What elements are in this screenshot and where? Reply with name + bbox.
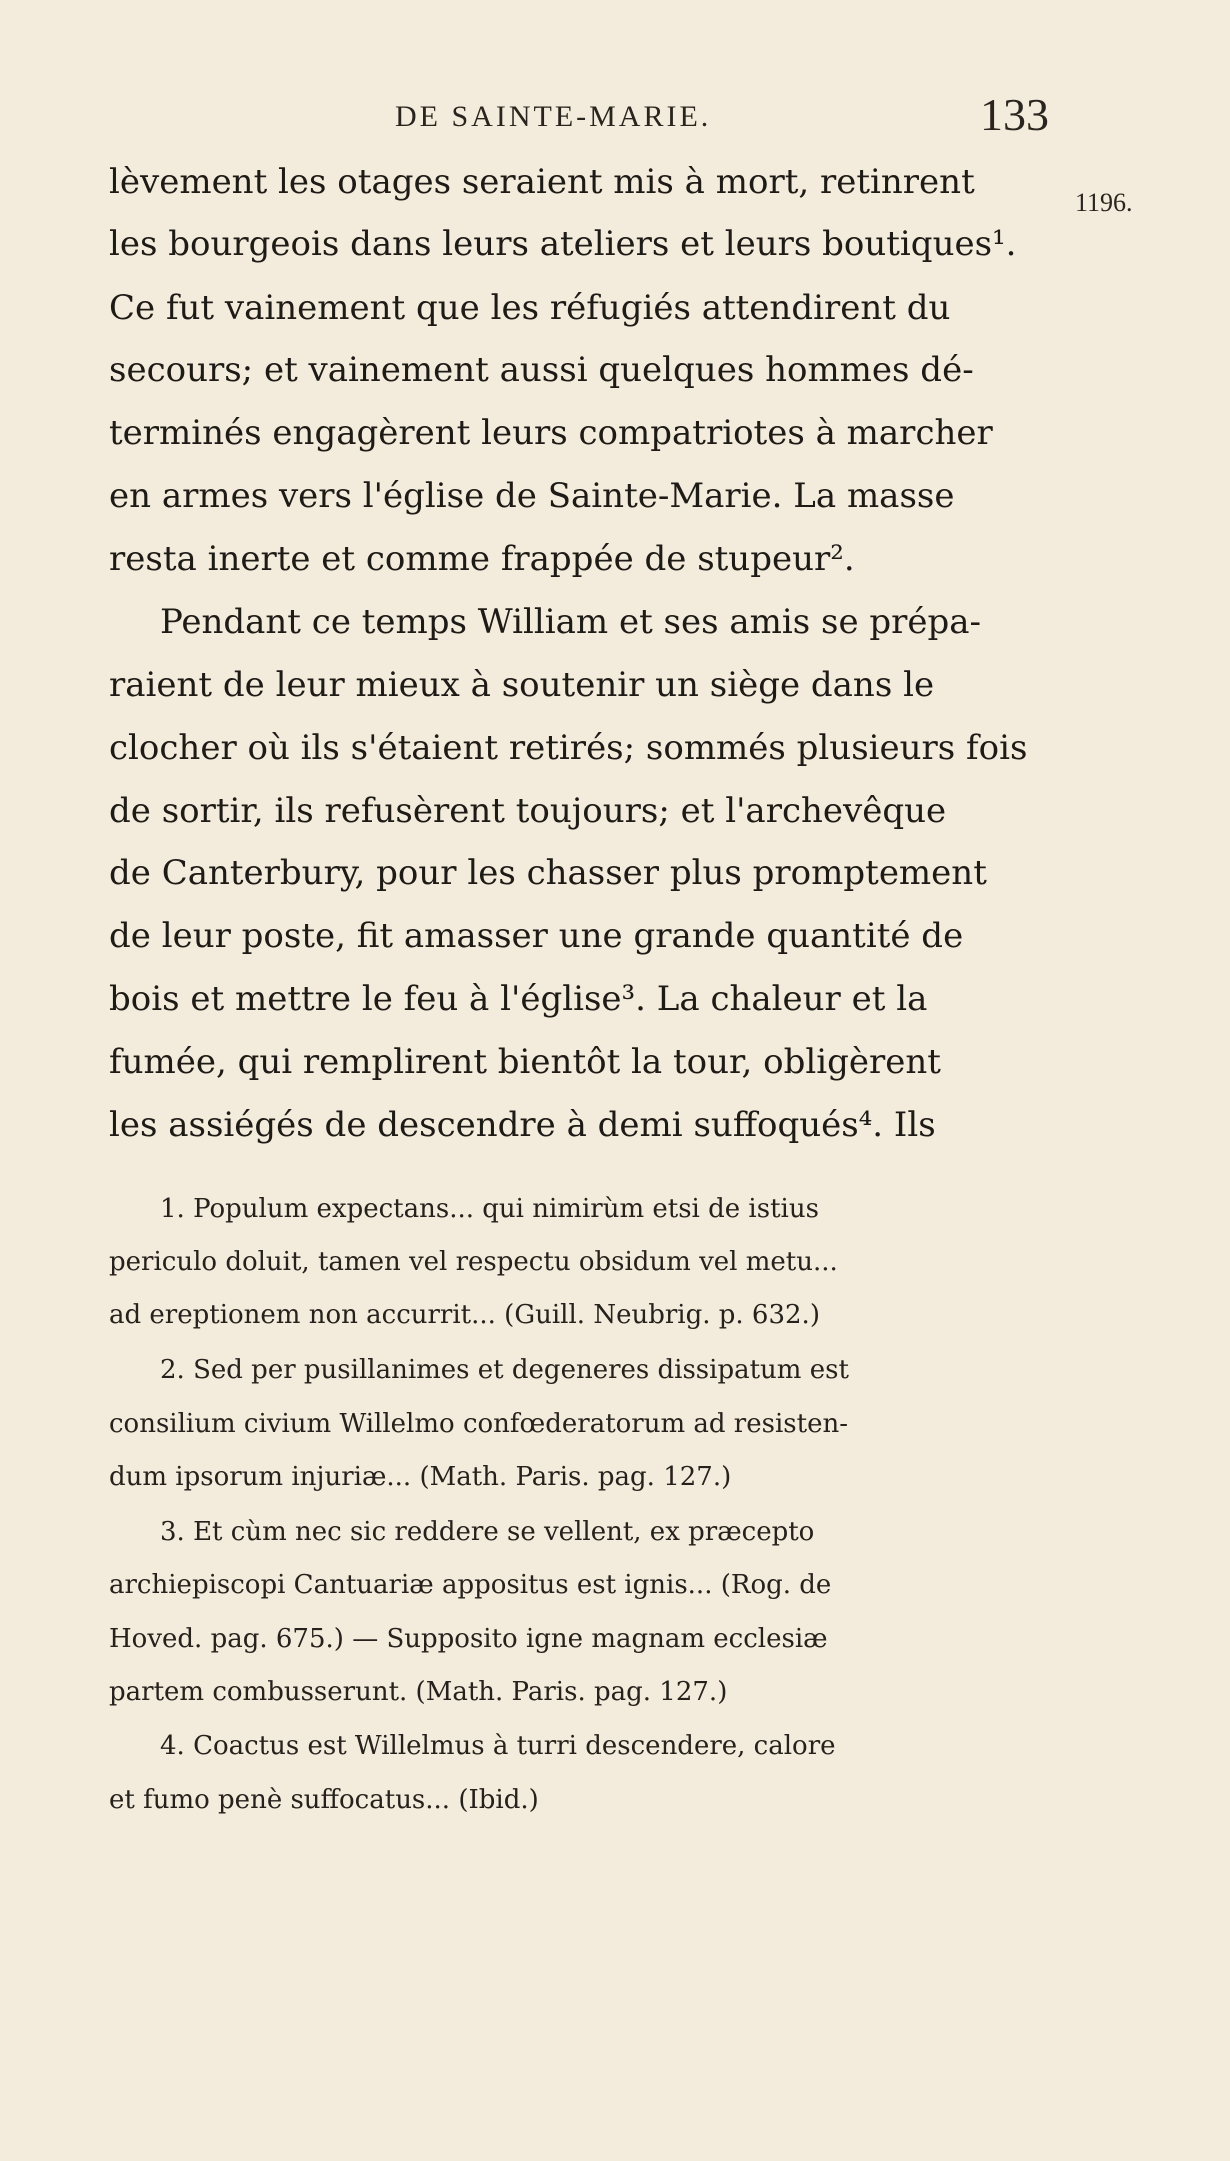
footnote-line: 1. Populum expectans... qui nimirùm etsi de istius: [160, 1194, 819, 1224]
body-line: lèvement les otages seraient mis à mort, retinrent: [109, 162, 975, 202]
footnote-line: consilium civium Willelmo confœderatorum ad resisten-: [109, 1409, 848, 1439]
body-line: fumée, qui remplirent bientôt la tour, obligèrent: [109, 1042, 941, 1082]
body-line: de Canterbury, pour les chasser plus promptement: [109, 853, 987, 893]
footnote-line: ad ereptionem non accurrit... (Guill. Neubrig. p. 632.): [109, 1300, 820, 1330]
body-line: bois et mettre le feu à l'église³. La chaleur et la: [109, 979, 928, 1019]
footnote-line: 3. Et cùm nec sic reddere se vellent, ex præcepto: [160, 1517, 815, 1547]
footnote-line: dum ipsorum injuriæ... (Math. Paris. pag. 127.): [109, 1462, 732, 1492]
footnote-line: periculo doluit, tamen vel respectu obsidum vel metu...: [109, 1247, 838, 1277]
body-line: clocher où ils s'étaient retirés; sommés plusieurs fois: [109, 728, 1028, 768]
body-line: terminés engagèrent leurs compatriotes à marcher: [109, 413, 993, 453]
footnote-line: et fumo penè suffocatus... (Ibid.): [109, 1785, 539, 1815]
footnote-line: partem combusserunt. (Math. Paris. pag. 127.): [109, 1677, 728, 1707]
running-title: DE SAINTE-MARIE.: [395, 100, 712, 133]
margin-year: 1196.: [1075, 188, 1133, 217]
footnote-line: 2. Sed per pusillanimes et degeneres dissipatum est: [160, 1355, 849, 1385]
footnote-line: 4. Coactus est Willelmus à turri descendere, calore: [160, 1731, 836, 1761]
body-line: les assiégés de descendre à demi suffoqués⁴. Ils: [109, 1105, 936, 1145]
body-line: de leur poste, fit amasser une grande quantité de: [109, 916, 964, 956]
body-line: les bourgeois dans leurs ateliers et leurs boutiques¹.: [109, 224, 1017, 264]
body-line: resta inerte et comme frappée de stupeur².: [109, 539, 855, 579]
body-line: Pendant ce temps William et ses amis se prépa-: [160, 602, 982, 642]
body-line: secours; et vainement aussi quelques hommes dé-: [109, 350, 974, 390]
body-line: Ce fut vainement que les réfugiés attendirent du: [109, 288, 951, 328]
body-line: en armes vers l'église de Sainte-Marie. La masse: [109, 476, 955, 516]
body-line: raient de leur mieux à soutenir un siège dans le: [109, 665, 935, 705]
footnote-line: archiepiscopi Cantuariæ appositus est ignis... (Rog. de: [109, 1570, 832, 1600]
footnote-line: Hoved. pag. 675.) — Supposito igne magnam ecclesiæ: [109, 1624, 828, 1654]
page-number: 133: [980, 89, 1049, 140]
body-line: de sortir, ils refusèrent toujours; et l'archevêque: [109, 791, 947, 831]
